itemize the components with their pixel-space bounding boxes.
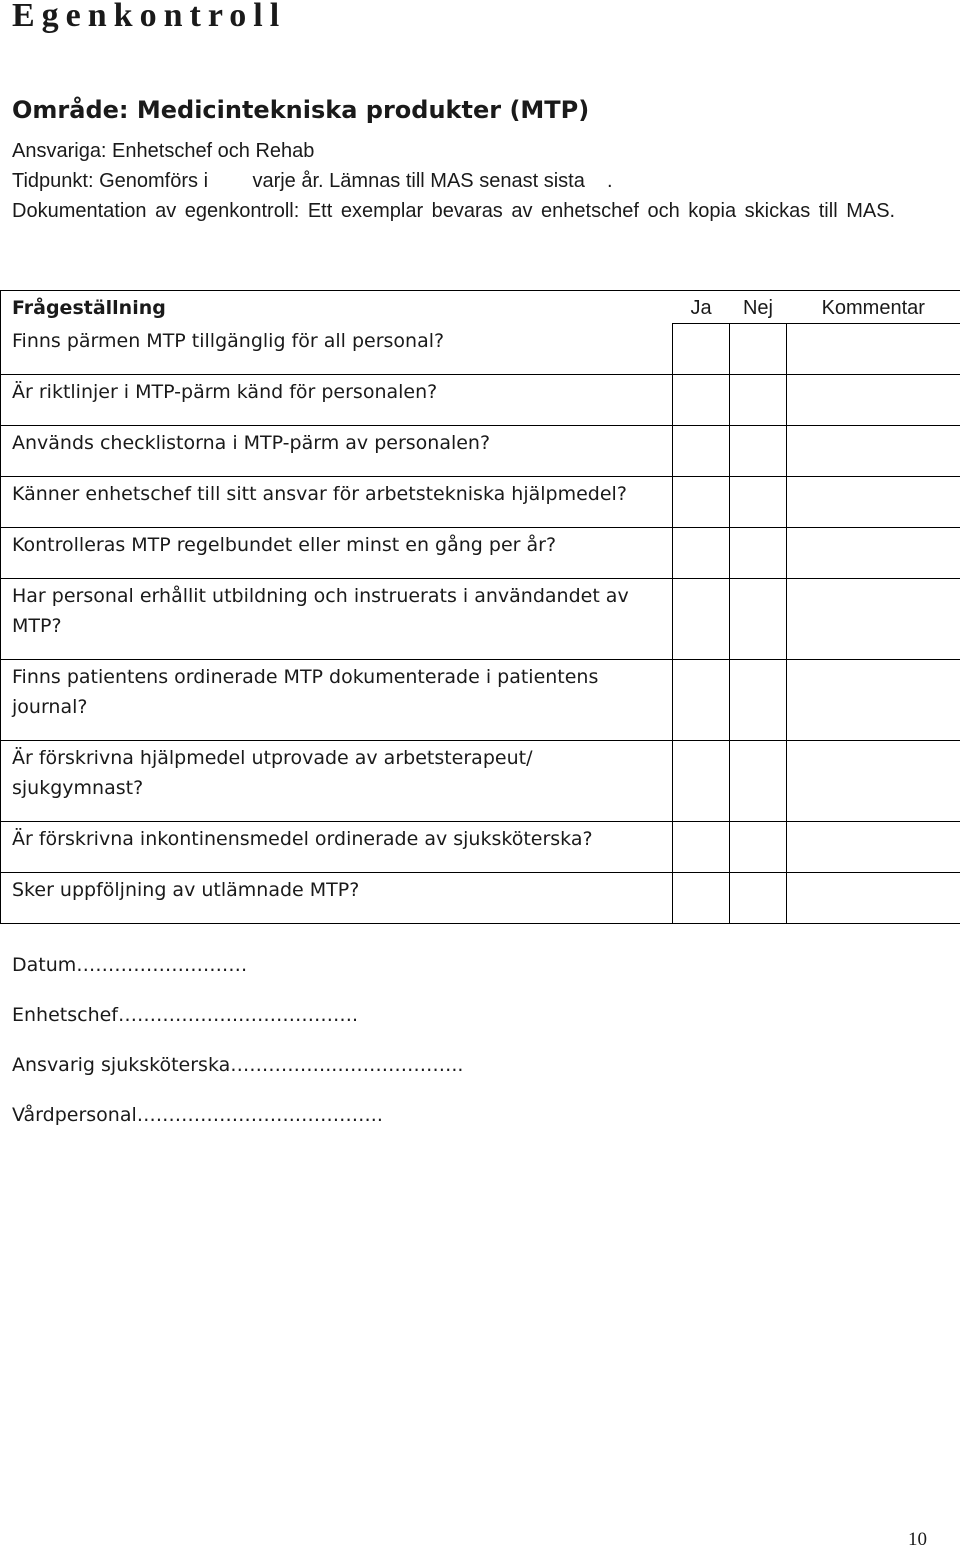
yes-cell[interactable] <box>673 425 730 476</box>
no-cell[interactable] <box>730 324 787 375</box>
unit-manager-signature-line: Enhetschef……………….………………. <box>12 998 463 1048</box>
question-cell: Finns patientens ordinerade MTP dokumenterade i patientens journal? <box>1 659 673 740</box>
question-column-header: Frågeställning <box>1 291 673 324</box>
date-signature-line: Datum……………………… <box>12 948 463 998</box>
table-row <box>1 425 960 476</box>
question-cell: Sker uppföljning av utlämnade MTP? <box>1 872 673 923</box>
table-row <box>1 740 960 821</box>
yes-cell[interactable] <box>673 324 730 375</box>
comment-column-header: Kommentar <box>787 291 960 324</box>
table-row <box>1 821 960 872</box>
no-cell[interactable] <box>730 740 787 821</box>
yes-cell[interactable] <box>673 578 730 659</box>
documentation-text: Dokumentation av egenkontroll: Ett exemplar bevaras av enhetschef och kopia skickas till MAS. <box>12 196 942 226</box>
yes-cell[interactable] <box>673 527 730 578</box>
yes-cell[interactable] <box>673 821 730 872</box>
nurse-signature-line: Ansvarig sjuksköterska……………..……………….. <box>12 1048 463 1098</box>
no-cell[interactable] <box>730 425 787 476</box>
responsible-text: Ansvariga: Enhetschef och Rehab <box>12 136 314 166</box>
area-heading: Område: Medicintekniska produkter (MTP) <box>12 92 589 128</box>
yes-cell[interactable] <box>673 740 730 821</box>
yes-cell[interactable] <box>673 659 730 740</box>
comment-cell[interactable] <box>787 374 960 425</box>
no-cell[interactable] <box>730 527 787 578</box>
yes-cell[interactable] <box>673 476 730 527</box>
page-number: 10 <box>908 1528 927 1552</box>
comment-cell[interactable] <box>787 324 960 375</box>
table-row <box>1 374 960 425</box>
table-row <box>1 659 960 740</box>
question-cell: Används checklistorna i MTP-pärm av personalen? <box>1 425 673 476</box>
question-cell: Är riktlinjer i MTP-pärm känd för personalen? <box>1 374 673 425</box>
page-title: Egenkontroll <box>12 0 286 36</box>
question-cell: Är förskrivna hjälpmedel utprovade av arbetsterapeut/ sjukgymnast? <box>1 740 673 821</box>
signature-section <box>12 948 463 1148</box>
no-cell[interactable] <box>730 476 787 527</box>
comment-cell[interactable] <box>787 821 960 872</box>
table-row <box>1 527 960 578</box>
question-cell: Finns pärmen MTP tillgänglig för all personal? <box>1 324 673 375</box>
table-row <box>1 324 960 375</box>
table-row <box>1 578 960 659</box>
comment-cell[interactable] <box>787 740 960 821</box>
comment-cell[interactable] <box>787 425 960 476</box>
comment-cell[interactable] <box>787 872 960 923</box>
no-cell[interactable] <box>730 659 787 740</box>
yes-cell[interactable] <box>673 374 730 425</box>
comment-cell[interactable] <box>787 659 960 740</box>
no-cell[interactable] <box>730 374 787 425</box>
checklist-table <box>0 290 960 924</box>
comment-cell[interactable] <box>787 578 960 659</box>
care-staff-signature-line: Vårdpersonal…………………….………….. <box>12 1098 463 1148</box>
question-cell: Har personal erhållit utbildning och instruerats i användandet av MTP? <box>1 578 673 659</box>
comment-cell[interactable] <box>787 527 960 578</box>
no-column-header: Nej <box>730 291 787 324</box>
no-cell[interactable] <box>730 872 787 923</box>
question-cell: Är förskrivna inkontinensmedel ordinerade av sjuksköterska? <box>1 821 673 872</box>
comment-cell[interactable] <box>787 476 960 527</box>
question-cell: Känner enhetschef till sitt ansvar för arbetstekniska hjälpmedel? <box>1 476 673 527</box>
yes-column-header: Ja <box>673 291 730 324</box>
table-row <box>1 476 960 527</box>
question-cell: Kontrolleras MTP regelbundet eller minst en gång per år? <box>1 527 673 578</box>
timing-text: Tidpunkt: Genomförs i varje år. Lämnas till MAS senast sista . <box>12 166 613 196</box>
table-row <box>1 872 960 923</box>
yes-cell[interactable] <box>673 872 730 923</box>
no-cell[interactable] <box>730 578 787 659</box>
checklist-header-row <box>1 291 960 324</box>
no-cell[interactable] <box>730 821 787 872</box>
